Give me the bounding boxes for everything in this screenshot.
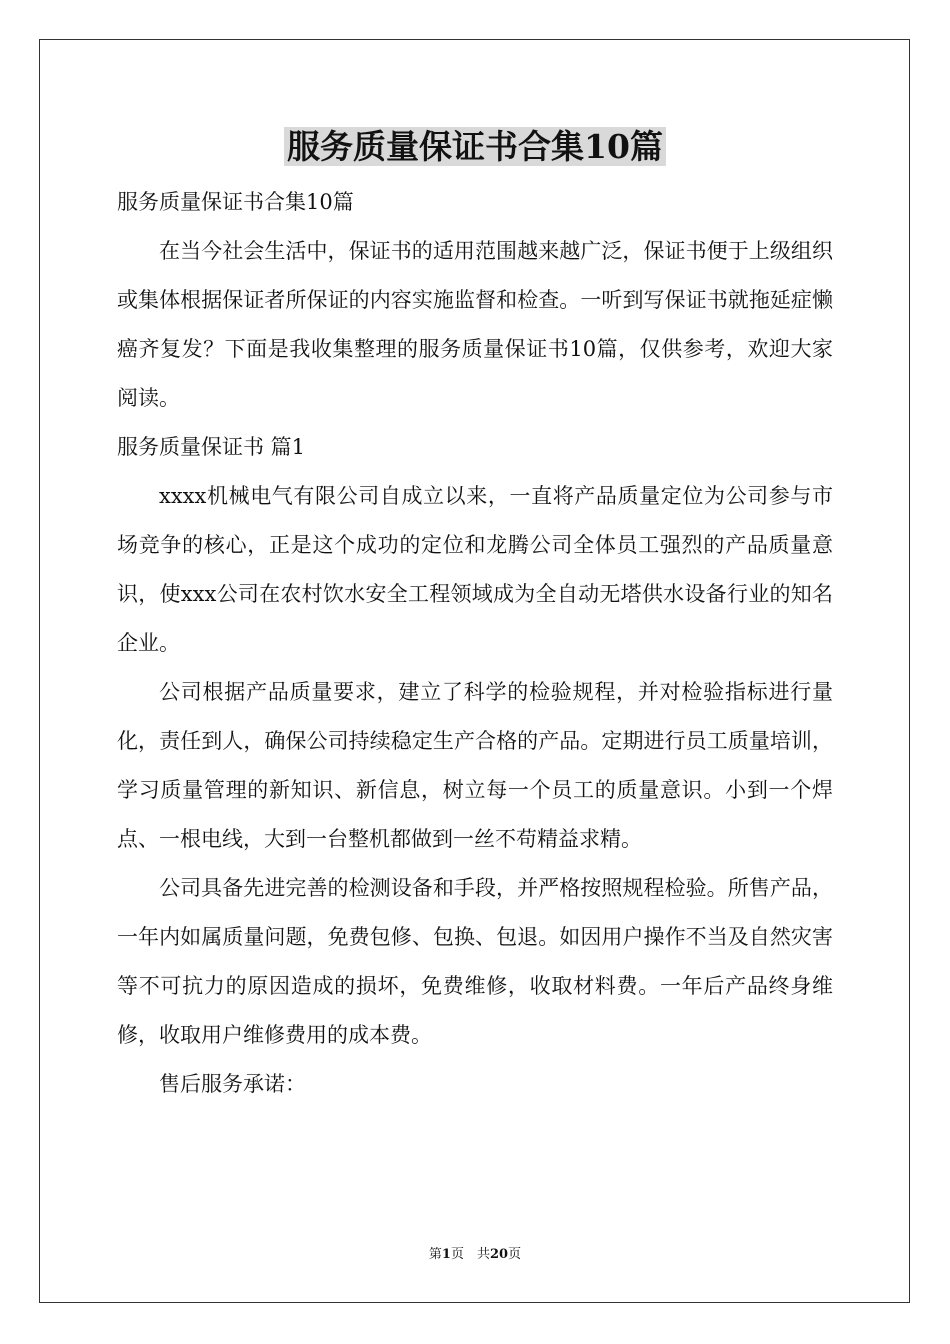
body-paragraph: 售后服务承诺： [159,1072,306,1096]
body-paragraph: 公司具备先进完善的检测设备和手段，并严格按照规程检验。所售产品，一年内如属质量问题，免费包修、包换、包退。如因用户操作不当及自然灾害等不可抗力的原因造成的损坏，免费维修，收取材料费。一年后产品终身维修，收取用户维修费用的成本费。 [117,876,833,1047]
page-footer [0,1246,950,1264]
document-title-text: 服务质量保证书合集10篇 [284,127,666,166]
intro-paragraph: 在当今社会生活中，保证书的适用范围越来越广泛，保证书便于上级组织或集体根据保证者所保证的内容实施监督和检查。一听到写保证书就拖延症懒癌齐复发？下面是我收集整理的服务质量保证书10篇，仅供参考，欢迎大家阅读。 [117,239,833,410]
subtitle-paragraph: 服务质量保证书合集10篇 [117,190,354,214]
body-paragraph: xxxx机械电气有限公司自成立以来，一直将产品质量定位为公司参与市场竞争的核心，正是这个成功的定位和龙腾公司全体员工强烈的产品质量意识，使xxx公司在农村饮水安全工程领域成为全自动无塔供水设备行业的知名企业。 [117,484,833,655]
page-current-number: 1 [441,1247,451,1262]
page-suffix: 页 [508,1247,522,1262]
page-total-number: 20 [489,1247,509,1262]
page-mid: 页 共 [450,1247,490,1262]
body-paragraph: 公司根据产品质量要求，建立了科学的检验规程，并对检验指标进行量化，责任到人，确保公司持续稳定生产合格的产品。定期进行员工质量培训，学习质量管理的新知识、新信息，树立每一个员工的质量意识。小到一个焊点、一根电线，大到一台整机都做到一丝不苟精益求精。 [117,680,833,851]
page-prefix: 第 [428,1247,442,1262]
section-heading: 服务质量保证书 篇1 [117,435,306,459]
document-body [117,178,833,1109]
document-title [0,122,950,172]
